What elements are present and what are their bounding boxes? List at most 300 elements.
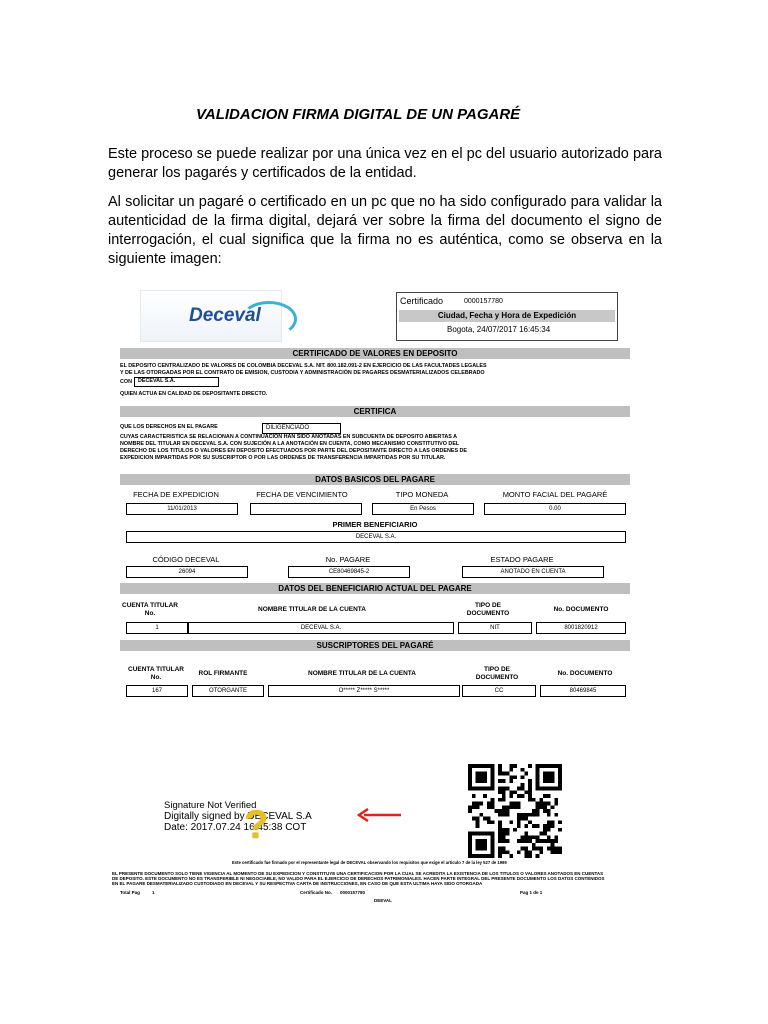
section-title-certificado: CERTIFICADO DE VALORES EN DEPOSITO bbox=[120, 348, 630, 359]
qr-module bbox=[536, 824, 540, 828]
qr-module bbox=[517, 805, 521, 809]
label-sus-no-documento: No. DOCUMENTO bbox=[557, 670, 613, 677]
qr-module bbox=[506, 805, 510, 809]
question-mark-icon: ? bbox=[244, 803, 269, 847]
qr-module bbox=[554, 787, 558, 791]
qr-module bbox=[558, 787, 562, 791]
qr-module bbox=[476, 843, 480, 847]
certifica-line-4: EXPEDICION IMPARTIDAS POR SU SUSCRIPTOR O POR LAS ORDENES DE TRANSFERENCIA IMPARTIDAS POR SU TITULAR. bbox=[120, 455, 446, 461]
qr-module bbox=[536, 813, 540, 817]
qr-module bbox=[468, 783, 472, 787]
qr-module bbox=[539, 802, 543, 806]
label-fecha-expedicion: FECHA DE EXPEDICION bbox=[133, 490, 219, 499]
qr-module bbox=[558, 828, 562, 832]
qr-module bbox=[554, 847, 558, 851]
qr-module bbox=[551, 824, 555, 828]
qr-module bbox=[476, 832, 480, 836]
qr-module bbox=[543, 794, 547, 798]
qr-module bbox=[521, 839, 525, 843]
qr-module bbox=[476, 824, 480, 828]
qr-module bbox=[524, 854, 528, 858]
qr-module bbox=[509, 764, 513, 768]
qr-module bbox=[491, 835, 495, 839]
qr-module bbox=[479, 772, 483, 776]
qr-module bbox=[528, 787, 532, 791]
qr-module bbox=[472, 817, 476, 821]
qr-module bbox=[539, 850, 543, 854]
qr-module bbox=[476, 802, 480, 806]
qr-module bbox=[498, 772, 502, 776]
qr-module bbox=[551, 764, 555, 768]
qr-module bbox=[551, 775, 555, 779]
qr-module bbox=[517, 850, 521, 854]
qr-module bbox=[498, 787, 502, 791]
city-date-header: Ciudad, Fecha y Hora de Expedición bbox=[399, 310, 615, 322]
label-estado-pagare: ESTADO PAGARE bbox=[490, 555, 554, 564]
field-primer-beneficiario: DECEVAL S.A. bbox=[126, 531, 626, 543]
city-date-value: Bogota, 24/07/2017 16:45:34 bbox=[447, 325, 551, 334]
qr-module bbox=[498, 779, 502, 783]
qr-module bbox=[536, 764, 540, 768]
qr-module bbox=[547, 802, 551, 806]
qr-module bbox=[502, 779, 506, 783]
qr-module bbox=[498, 768, 502, 772]
qr-module bbox=[509, 854, 513, 858]
signature-signer: Digitally signed by DECEVAL S.A bbox=[164, 811, 312, 822]
qr-module bbox=[483, 775, 487, 779]
qr-module bbox=[476, 787, 480, 791]
qr-module bbox=[483, 787, 487, 791]
qr-module bbox=[543, 787, 547, 791]
section1-con: CON bbox=[120, 379, 132, 385]
qr-module bbox=[509, 779, 513, 783]
qr-module bbox=[547, 809, 551, 813]
qr-module bbox=[498, 835, 502, 839]
footer-org: DEEVAL bbox=[374, 898, 392, 903]
logo-swoosh-icon bbox=[241, 301, 297, 337]
qr-module bbox=[491, 832, 495, 836]
qr-module bbox=[543, 828, 547, 832]
label-sus-tipo-documento: TIPO DE DOCUMENTO bbox=[475, 666, 519, 681]
qr-module bbox=[558, 772, 562, 776]
qr-module bbox=[536, 835, 540, 839]
qr-module bbox=[479, 854, 483, 858]
signature-date: Date: 2017.07.24 16:45:38 COT bbox=[164, 822, 307, 833]
qr-module bbox=[517, 802, 521, 806]
qr-module bbox=[513, 802, 517, 806]
qr-module bbox=[524, 817, 528, 821]
qr-module bbox=[479, 775, 483, 779]
qr-module bbox=[528, 790, 532, 794]
qr-module bbox=[543, 772, 547, 776]
field-estado-pagare: ANOTADO EN CUENTA bbox=[462, 566, 604, 578]
qr-module bbox=[543, 775, 547, 779]
qr-module bbox=[491, 850, 495, 854]
qr-module bbox=[547, 813, 551, 817]
label-cuenta-titular: CUENTA TITULAR No. bbox=[122, 602, 178, 617]
qr-module bbox=[502, 850, 506, 854]
qr-module bbox=[498, 839, 502, 843]
qr-module bbox=[558, 768, 562, 772]
qr-module bbox=[513, 764, 517, 768]
footer-legal-3: EN EL PAGARE DESMATERIALIZADO CUSTODIADO EN DECEVAL Y SU RESPECTIVA CARTA DE INSTRUCCIONES, EN CASO DE QUE ESTA ULTIMA HAYA SIDO OTORGADA bbox=[112, 881, 483, 886]
qr-module bbox=[509, 794, 513, 798]
qr-module bbox=[536, 802, 540, 806]
qr-module bbox=[543, 802, 547, 806]
qr-module bbox=[502, 813, 506, 817]
qr-module bbox=[524, 790, 528, 794]
qr-module bbox=[472, 805, 476, 809]
qr-module bbox=[491, 820, 495, 824]
qr-module bbox=[509, 802, 513, 806]
qr-module bbox=[472, 832, 476, 836]
qr-module bbox=[476, 779, 480, 783]
qr-module bbox=[521, 817, 525, 821]
qr-module bbox=[551, 779, 555, 783]
field-fecha-vencimiento bbox=[250, 503, 362, 515]
qr-module bbox=[536, 847, 540, 851]
qr-module bbox=[472, 854, 476, 858]
qr-module bbox=[487, 802, 491, 806]
qr-module bbox=[521, 794, 525, 798]
qr-module bbox=[483, 764, 487, 768]
qr-module bbox=[547, 839, 551, 843]
field-tipo-moneda: En Pesos bbox=[372, 503, 474, 515]
qr-module bbox=[517, 787, 521, 791]
qr-module bbox=[517, 813, 521, 817]
field-monto-facial: 0.00 bbox=[484, 503, 626, 515]
qr-module bbox=[491, 847, 495, 851]
qr-module bbox=[524, 835, 528, 839]
qr-module bbox=[498, 847, 502, 851]
qr-module bbox=[506, 813, 510, 817]
certifica-line-2: NOMBRE DEL TITULAR EN DECEVAL S.A. CON SUJECIÓN A LA ANOTACIÓN EN CUENTA, COMO MECANISMO CONSTITUTIVO DEL bbox=[120, 441, 460, 447]
qr-module bbox=[543, 809, 547, 813]
qr-module bbox=[491, 768, 495, 772]
field-rol-firmante: OTORGANTE bbox=[192, 685, 264, 697]
qr-module bbox=[528, 783, 532, 787]
qr-module bbox=[554, 813, 558, 817]
qr-module bbox=[547, 779, 551, 783]
explanation-paragraph: Al solicitar un pagaré o certificado en un pc que no ha sido configurado para validar la autenticidad de la firma digital, dejará ver sobre la firma del documento el signo de interrogación, el cual significa que la firma no es auténtica, como se observa en la siguiente imagen: bbox=[108, 194, 662, 267]
qr-module bbox=[539, 839, 543, 843]
qr-module bbox=[498, 832, 502, 836]
qr-module bbox=[491, 854, 495, 858]
qr-module bbox=[487, 854, 491, 858]
qr-module bbox=[479, 764, 483, 768]
red-arrow-icon bbox=[356, 808, 402, 822]
qr-module bbox=[502, 798, 506, 802]
qr-module bbox=[498, 824, 502, 828]
qr-module bbox=[491, 764, 495, 768]
qr-module bbox=[506, 832, 510, 836]
qr-module bbox=[491, 805, 495, 809]
qr-module bbox=[539, 847, 543, 851]
label-no-pagare: No. PAGARE bbox=[325, 555, 371, 564]
qr-module bbox=[502, 835, 506, 839]
qr-module bbox=[539, 798, 543, 802]
qr-module bbox=[472, 794, 476, 798]
qr-module bbox=[528, 854, 532, 858]
qr-module bbox=[502, 847, 506, 851]
qr-module bbox=[487, 805, 491, 809]
qr-module bbox=[491, 843, 495, 847]
qr-module bbox=[517, 839, 521, 843]
qr-module bbox=[468, 768, 472, 772]
qr-module bbox=[494, 809, 498, 813]
qr-module bbox=[498, 820, 502, 824]
qr-module bbox=[558, 779, 562, 783]
qr-module bbox=[528, 813, 532, 817]
qr-module bbox=[498, 790, 502, 794]
qr-module bbox=[509, 768, 513, 772]
qr-module bbox=[524, 832, 528, 836]
qr-module bbox=[551, 820, 555, 824]
qr-module bbox=[554, 835, 558, 839]
qr-module bbox=[532, 843, 536, 847]
qr-module bbox=[491, 787, 495, 791]
qr-code-icon bbox=[464, 764, 566, 858]
certifica-line-1: CUYAS CARACTERISTICA SE RELACIONAN A CONTINUACION HAN SIDO ANOTADAS EN SUBCUENTA DE DEPOSITO ABIERTAS A bbox=[120, 434, 458, 440]
qr-module bbox=[472, 787, 476, 791]
qr-module bbox=[483, 832, 487, 836]
section-title-certifica: CERTIFICA bbox=[120, 406, 630, 417]
qr-module bbox=[468, 854, 472, 858]
qr-module bbox=[506, 828, 510, 832]
qr-module bbox=[483, 779, 487, 783]
qr-module bbox=[502, 809, 506, 813]
qr-module bbox=[483, 772, 487, 776]
qr-module bbox=[509, 775, 513, 779]
qr-module bbox=[532, 809, 536, 813]
qr-module bbox=[554, 798, 558, 802]
qr-module bbox=[536, 809, 540, 813]
qr-module bbox=[509, 820, 513, 824]
qr-module bbox=[551, 787, 555, 791]
field-codigo-deceval: 26094 bbox=[126, 566, 248, 578]
qr-module bbox=[483, 839, 487, 843]
qr-module bbox=[536, 805, 540, 809]
section-title-suscriptores: SUSCRIPTORES DEL PAGARÉ bbox=[120, 640, 630, 651]
qr-module bbox=[543, 764, 547, 768]
qr-module bbox=[468, 832, 472, 836]
qr-module bbox=[468, 764, 472, 768]
qr-module bbox=[517, 794, 521, 798]
deceval-logo bbox=[140, 290, 282, 342]
qr-module bbox=[517, 824, 521, 828]
qr-module bbox=[479, 787, 483, 791]
qr-module bbox=[554, 850, 558, 854]
qr-module bbox=[468, 850, 472, 854]
qr-module bbox=[476, 775, 480, 779]
qr-module bbox=[502, 794, 506, 798]
qr-module bbox=[502, 832, 506, 836]
qr-module bbox=[479, 779, 483, 783]
qr-module bbox=[487, 787, 491, 791]
qr-module bbox=[498, 764, 502, 768]
qr-module bbox=[521, 847, 525, 851]
footer-page: Pag 1 de 1 bbox=[520, 890, 543, 895]
label-no-documento: No. DOCUMENTO bbox=[553, 606, 609, 613]
footer-total-label: Total Pag bbox=[120, 890, 140, 895]
field-nombre-titular: DECEVAL S.A. bbox=[188, 622, 454, 634]
qr-module bbox=[528, 798, 532, 802]
qr-module bbox=[476, 764, 480, 768]
qr-module bbox=[539, 832, 543, 836]
label-codigo-deceval: CÓDIGO DECEVAL bbox=[152, 555, 220, 564]
qr-module bbox=[476, 817, 480, 821]
qr-module bbox=[528, 794, 532, 798]
qr-module bbox=[483, 794, 487, 798]
qr-module bbox=[543, 832, 547, 836]
logo-text: Deceval bbox=[189, 305, 261, 326]
qr-module bbox=[521, 783, 525, 787]
qr-module bbox=[554, 802, 558, 806]
qr-module bbox=[491, 779, 495, 783]
qr-module bbox=[543, 779, 547, 783]
rights-value: DILIGENCIADO bbox=[262, 423, 341, 434]
qr-module bbox=[547, 764, 551, 768]
certificate-info-box bbox=[396, 292, 618, 341]
qr-module bbox=[528, 764, 532, 768]
qr-module bbox=[524, 850, 528, 854]
field-tipo-documento: NIT bbox=[458, 622, 532, 634]
qr-module bbox=[532, 824, 536, 828]
field-cuenta-titular: 1 bbox=[126, 622, 188, 634]
qr-module bbox=[521, 775, 525, 779]
qr-module bbox=[498, 809, 502, 813]
qr-module bbox=[536, 854, 540, 858]
qr-module bbox=[468, 809, 472, 813]
qr-module bbox=[558, 775, 562, 779]
qr-module bbox=[547, 772, 551, 776]
qr-module bbox=[532, 798, 536, 802]
qr-module bbox=[483, 854, 487, 858]
qr-module bbox=[476, 772, 480, 776]
qr-module bbox=[468, 775, 472, 779]
section1-text2: Y DE LAS OTORGADAS POR EL CONTRATO DE EMISION, CUSTODIA Y ADMINISTRACIÓN DE PAGARES DESMATERIALIZADOS CELEBRADO bbox=[120, 370, 485, 376]
qr-module bbox=[551, 805, 555, 809]
qr-module bbox=[487, 817, 491, 821]
qr-module bbox=[536, 779, 540, 783]
qr-module bbox=[479, 843, 483, 847]
qr-module bbox=[468, 779, 472, 783]
qr-module bbox=[551, 850, 555, 854]
qr-module bbox=[536, 775, 540, 779]
qr-module bbox=[543, 824, 547, 828]
footer-note: Este certificado fue firmado por el representante legal de DECEVAL observando los requisitos que exige el artículo 7 de la ley 527 de 1999 bbox=[232, 860, 507, 865]
qr-module bbox=[558, 820, 562, 824]
qr-module bbox=[558, 850, 562, 854]
qr-module bbox=[491, 802, 495, 806]
qr-module bbox=[524, 839, 528, 843]
section1-text3: QUIEN ACTUA EN CALIDAD DE DEPOSITANTE DIRECTO. bbox=[120, 391, 268, 397]
qr-module bbox=[547, 820, 551, 824]
field-sus-cuenta-titular: 167 bbox=[126, 685, 188, 697]
qr-module bbox=[491, 772, 495, 776]
qr-module bbox=[491, 839, 495, 843]
qr-module bbox=[502, 805, 506, 809]
primer-beneficiario-title: PRIMER BENEFICIARIO bbox=[332, 520, 418, 529]
field-sus-tipo-documento: CC bbox=[462, 685, 536, 697]
label-rol-firmante: ROL FIRMANTE bbox=[198, 670, 248, 677]
qr-module bbox=[476, 854, 480, 858]
qr-module bbox=[539, 805, 543, 809]
qr-module bbox=[491, 798, 495, 802]
qr-module bbox=[498, 828, 502, 832]
label-nombre-titular: NOMBRE TITULAR DE LA CUENTA bbox=[258, 606, 366, 613]
section1-entity: DECEVAL S.A. bbox=[134, 377, 219, 387]
rights-label: QUE LOS DERECHOS EN EL PAGARE bbox=[120, 424, 218, 430]
qr-module bbox=[528, 839, 532, 843]
qr-module bbox=[506, 772, 510, 776]
qr-module bbox=[521, 787, 525, 791]
qr-module bbox=[506, 809, 510, 813]
qr-module bbox=[521, 835, 525, 839]
footer-legal-2: DE DEPOSITO. ESTE DOCUMENTO NO ES TRANSFERIBLE NI NEGOCIABLE, NO VALIDO PARA EL EJERCICIO DE DERECHOS PATRIMONIALES. HACEN PARTE INTEGRAL DEL PRESENTE DOCUMENTO LOS DATOS CONTENIDOS bbox=[112, 876, 605, 881]
qr-module bbox=[479, 839, 483, 843]
section-title-datos-basicos: DATOS BASICOS DEL PAGARE bbox=[120, 474, 630, 485]
intro-paragraph: Este proceso se puede realizar por una única vez en el pc del usuario autorizado para generar los pagarés y certificados de la entidad. bbox=[108, 146, 662, 181]
section1-text1: EL DEPOSITO CENTRALIZADO DE VALORES DE COLOMBIA DECEVAL S.A. NIT. 800.182.091-2 EN EJERCICIO DE LAS FACULTADES LEGALES bbox=[120, 363, 487, 369]
qr-module bbox=[517, 820, 521, 824]
qr-module bbox=[487, 764, 491, 768]
qr-module bbox=[502, 790, 506, 794]
qr-module bbox=[532, 813, 536, 817]
page-title: VALIDACION FIRMA DIGITAL DE UN PAGARÉ bbox=[196, 106, 521, 123]
qr-module bbox=[468, 847, 472, 851]
qr-module bbox=[532, 847, 536, 851]
label-fecha-vencimiento: FECHA DE VENCIMIENTO bbox=[256, 490, 348, 499]
qr-module bbox=[536, 839, 540, 843]
qr-module bbox=[524, 824, 528, 828]
certifica-line-3: DERECHO DE LOS TITULOS O VALORES EN DEPOSITO EFECTUADOS POR PARTE DEL DEPOSITANTE DIRECTO A LAS ORDENES DE bbox=[120, 448, 468, 454]
qr-module bbox=[536, 768, 540, 772]
field-no-pagare: CE80469845-2 bbox=[288, 566, 410, 578]
qr-module bbox=[468, 787, 472, 791]
qr-module bbox=[551, 843, 555, 847]
field-no-documento: 8001820912 bbox=[536, 622, 626, 634]
qr-module bbox=[509, 790, 513, 794]
qr-module bbox=[468, 805, 472, 809]
section-title-beneficiario-actual: DATOS DEL BENEFICIARIO ACTUAL DEL PAGARE bbox=[120, 583, 630, 594]
qr-module bbox=[472, 764, 476, 768]
qr-module bbox=[479, 847, 483, 851]
qr-module bbox=[476, 805, 480, 809]
qr-module bbox=[509, 805, 513, 809]
qr-module bbox=[479, 813, 483, 817]
qr-module bbox=[491, 783, 495, 787]
qr-module bbox=[528, 820, 532, 824]
qr-module bbox=[506, 850, 510, 854]
qr-module bbox=[483, 847, 487, 851]
footer-legal-1: EL PRESENTE DOCUMENTO SOLO TIENE VIGENCIA AL MOMENTO DE SU EXPEDICION Y CONSTITUYE UNA CERTIFICACION POR LA CUAL SE ACREDITA LA EXISTENCIA DE LOS TITULOS O VALORES ANOTADOS EN CUENTAS bbox=[112, 871, 604, 876]
qr-module bbox=[506, 787, 510, 791]
footer-cert-value: 0000157780 bbox=[340, 890, 366, 895]
label-tipo-documento: TIPO DE DOCUMENTO bbox=[466, 602, 510, 617]
qr-module bbox=[498, 854, 502, 858]
qr-module bbox=[502, 787, 506, 791]
qr-module bbox=[551, 772, 555, 776]
qr-module bbox=[468, 843, 472, 847]
qr-module bbox=[524, 772, 528, 776]
certificate-number: 0000157780 bbox=[464, 298, 503, 305]
qr-module bbox=[487, 832, 491, 836]
qr-module bbox=[536, 783, 540, 787]
qr-module bbox=[513, 790, 517, 794]
field-fecha-expedicion: 11/01/2013 bbox=[126, 503, 238, 515]
qr-module bbox=[551, 847, 555, 851]
